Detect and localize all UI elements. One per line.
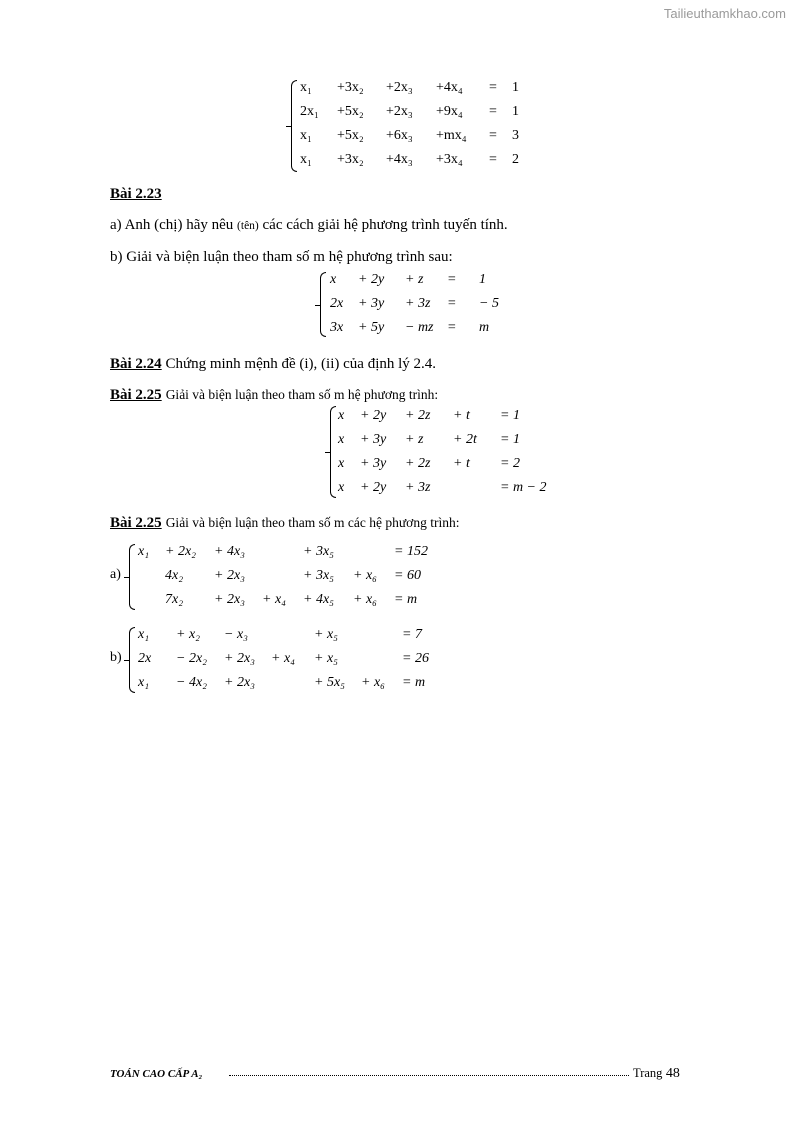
equation-term: +4x₄ bbox=[436, 80, 463, 95]
equation-term: + 2x₃ bbox=[214, 568, 246, 583]
equation-term: = 1 bbox=[500, 432, 520, 447]
heading-2-23: Bài 2.23 bbox=[110, 186, 162, 202]
b224 bbox=[110, 356, 436, 373]
equation-term: +5x₂ bbox=[337, 104, 364, 119]
equation-term: = bbox=[489, 80, 497, 95]
equation-term: + 3x₅ bbox=[303, 544, 335, 559]
equation-term: x₁ bbox=[138, 627, 150, 642]
watermark: Tailieuthamkhao.com bbox=[663, 6, 786, 21]
equation-term: + 4x₅ bbox=[303, 592, 335, 607]
equation-term: = bbox=[489, 128, 497, 143]
b223-part-b: b) Giải và biện luận theo tham số m hệ phương trình sau: bbox=[110, 249, 453, 265]
equation-term: +3x₂ bbox=[337, 80, 364, 95]
equation-term: x₁ bbox=[138, 675, 150, 690]
equation-term: + 2x₃ bbox=[214, 592, 246, 607]
equation-term: + 2z bbox=[405, 408, 431, 423]
equation-term: + x₄ bbox=[271, 651, 296, 666]
equation-term: +2x₃ bbox=[386, 80, 413, 95]
equation-term: x bbox=[338, 480, 345, 495]
equation-term: +5x₂ bbox=[337, 128, 364, 143]
equation-term: 2x₁ bbox=[300, 104, 319, 119]
heading-2-24: Bài 2.24 bbox=[110, 356, 162, 372]
brace-b225b-b bbox=[129, 627, 135, 693]
equation-term: − x₃ bbox=[224, 627, 249, 642]
equation-term: m bbox=[479, 320, 490, 335]
equation-term: + 2y bbox=[360, 408, 387, 423]
equation-term: + 2t bbox=[453, 432, 477, 447]
equation-term: +mx₄ bbox=[436, 128, 467, 143]
equation-term: + x₆ bbox=[353, 592, 378, 607]
equation-term: x bbox=[338, 456, 345, 471]
label-a: a) bbox=[110, 567, 121, 582]
equation-term: + 3z bbox=[405, 296, 431, 311]
page-label: Trang bbox=[633, 1066, 663, 1080]
equation-term: 1 bbox=[512, 104, 519, 119]
equation-term: 2x bbox=[138, 651, 152, 666]
equation-term: + 3y bbox=[358, 296, 385, 311]
equation-term: x bbox=[338, 432, 345, 447]
equation-term: = bbox=[447, 320, 457, 335]
equation-term: 2x bbox=[330, 296, 344, 311]
equation-term: = 60 bbox=[394, 568, 421, 583]
equation-term: x₁ bbox=[138, 544, 150, 559]
equation-term: x bbox=[338, 408, 345, 423]
equation-term: = bbox=[489, 152, 497, 167]
equation-term: = m bbox=[394, 592, 418, 607]
equation-term: x bbox=[330, 272, 337, 287]
equation-term: + 2x₂ bbox=[165, 544, 197, 559]
equation-term: + t bbox=[453, 408, 470, 423]
equation-term: + 2y bbox=[360, 480, 387, 495]
page-number: 48 bbox=[665, 1066, 680, 1081]
brace-top-system bbox=[291, 80, 297, 172]
equation-term: + x₆ bbox=[353, 568, 378, 583]
label-b: b) bbox=[110, 650, 122, 665]
equation-term: +3x₂ bbox=[337, 152, 364, 167]
equation-term: − 2x₂ bbox=[176, 651, 208, 666]
equation-term: 2 bbox=[512, 152, 519, 167]
brace-b225a bbox=[330, 406, 336, 498]
equation-term: +3x₄ bbox=[436, 152, 463, 167]
equation-term: x₁ bbox=[300, 152, 312, 167]
equation-term: + z bbox=[405, 272, 424, 287]
b223-a-rest: các cách giải hệ phương trình tuyến tính. bbox=[262, 217, 508, 233]
equation-term: = bbox=[489, 104, 497, 119]
equation-term: 1 bbox=[479, 272, 486, 287]
b225a-text: Giải và biện luận theo tham số m hệ phương trình: bbox=[165, 387, 439, 402]
b223-part-a bbox=[110, 217, 508, 234]
equation-term: + x₅ bbox=[314, 627, 339, 642]
equation-term: = m − 2 bbox=[500, 480, 547, 495]
equation-term: + z bbox=[405, 432, 424, 447]
equation-term: + x₆ bbox=[361, 675, 386, 690]
b223-a-text: a) Anh (chị) hãy nêu bbox=[110, 217, 234, 233]
equation-term: 7x₂ bbox=[165, 592, 184, 607]
footer-dots bbox=[229, 1075, 629, 1076]
equation-term: + 4x₃ bbox=[214, 544, 246, 559]
equation-term: +6x₃ bbox=[386, 128, 413, 143]
b225b-text: Giải và biện luận theo tham số m các hệ phương trình: bbox=[165, 515, 460, 530]
heading-2-25-second: Bài 2.25 bbox=[110, 515, 162, 531]
equation-term: + 2y bbox=[358, 272, 385, 287]
equation-term: + 3z bbox=[405, 480, 431, 495]
equation-term: + t bbox=[453, 456, 470, 471]
equation-term: = 7 bbox=[402, 627, 422, 642]
equation-term: +9x₄ bbox=[436, 104, 463, 119]
b223-a-small: (tên) bbox=[237, 220, 259, 232]
equation-term: = 1 bbox=[500, 408, 520, 423]
equation-term: + x₅ bbox=[314, 651, 339, 666]
equation-term: = 152 bbox=[394, 544, 428, 559]
b225a bbox=[110, 386, 438, 404]
equation-term: + 2z bbox=[405, 456, 431, 471]
equation-term: − 4x₂ bbox=[176, 675, 208, 690]
equation-term: + 3x₅ bbox=[303, 568, 335, 583]
brace-b223 bbox=[320, 272, 326, 337]
equation-term: 4x₂ bbox=[165, 568, 184, 583]
equation-term: + 3y bbox=[360, 456, 387, 471]
equation-term: + 3y bbox=[360, 432, 387, 447]
equation-term: + 2x₃ bbox=[224, 651, 256, 666]
equation-term: − mz bbox=[405, 320, 434, 335]
equation-term: = 26 bbox=[402, 651, 429, 666]
equation-term: + 2x₃ bbox=[224, 675, 256, 690]
equation-term: 3x bbox=[330, 320, 344, 335]
footer-title: TOÁN CAO CẤP A₂ bbox=[110, 1068, 203, 1080]
equation-term: + 5x₅ bbox=[314, 675, 346, 690]
equation-term: +4x₃ bbox=[386, 152, 413, 167]
b224-text: Chứng minh mệnh đề (i), (ii) của định lý 2.4. bbox=[165, 356, 437, 372]
equation-term: x₁ bbox=[300, 128, 312, 143]
b225b bbox=[110, 514, 459, 532]
equation-term: = 2 bbox=[500, 456, 520, 471]
equation-term: + x₄ bbox=[262, 592, 287, 607]
equation-term: 3 bbox=[512, 128, 519, 143]
footer-page bbox=[633, 1066, 680, 1082]
equation-term: x₁ bbox=[300, 80, 312, 95]
equation-term: +2x₃ bbox=[386, 104, 413, 119]
brace-b225b-a bbox=[129, 544, 135, 610]
equation-term: + 5y bbox=[358, 320, 385, 335]
equation-term: = m bbox=[402, 675, 426, 690]
heading-2-25-first: Bài 2.25 bbox=[110, 387, 162, 403]
equation-term: + x₂ bbox=[176, 627, 201, 642]
equation-term: 1 bbox=[512, 80, 519, 95]
equation-term: = bbox=[447, 296, 457, 311]
equation-term: − 5 bbox=[479, 296, 499, 311]
equation-term: = bbox=[447, 272, 457, 287]
